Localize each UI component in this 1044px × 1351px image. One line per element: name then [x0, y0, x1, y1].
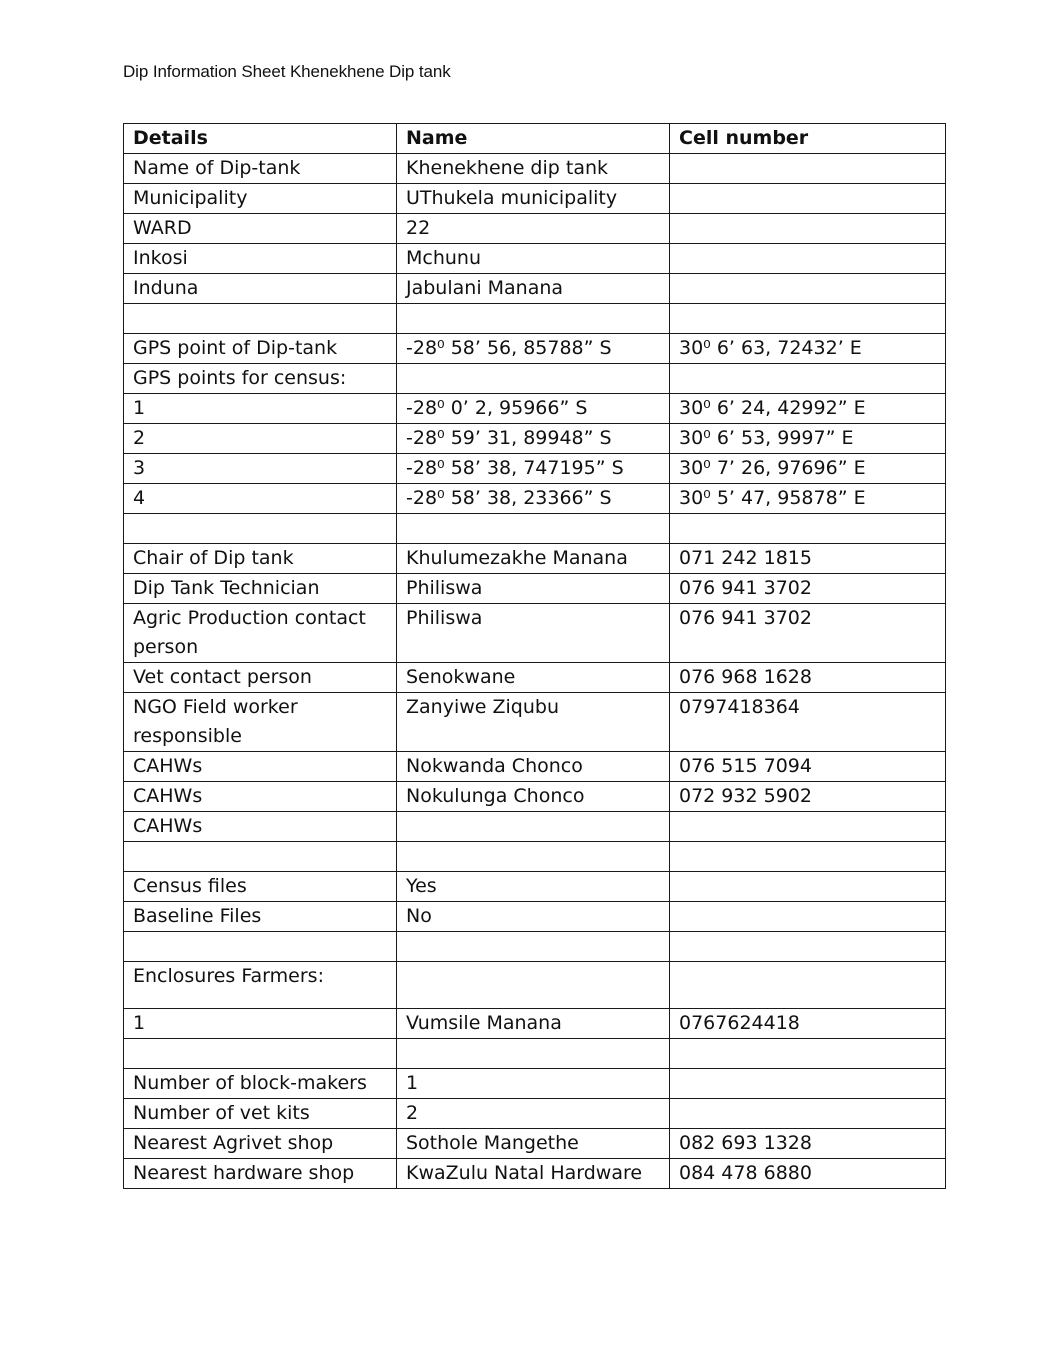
- cell-number-cell: [670, 872, 946, 902]
- name-cell: [397, 304, 670, 334]
- cell-number-cell: 072 932 5902: [670, 782, 946, 812]
- cell-number-cell: 30⁰ 6’ 63, 72432’ E: [670, 334, 946, 364]
- table-row: [124, 244, 946, 274]
- table-row: [124, 544, 946, 574]
- table-row: [124, 574, 946, 604]
- name-cell: 1: [397, 1069, 670, 1099]
- detail-cell: Number of block-makers: [124, 1069, 397, 1099]
- cell-number-cell: 076 941 3702: [670, 604, 946, 663]
- table-row: [124, 872, 946, 902]
- cell-number-cell: 076 968 1628: [670, 663, 946, 693]
- detail-cell: 2: [124, 424, 397, 454]
- name-cell: Yes: [397, 872, 670, 902]
- table-row: [124, 604, 946, 663]
- table-row: [124, 693, 946, 752]
- dip-information-table: [123, 123, 946, 1189]
- table-row: [124, 364, 946, 394]
- detail-cell: [124, 842, 397, 872]
- table-row: [124, 214, 946, 244]
- table-row-spacer: [124, 1039, 946, 1069]
- detail-cell: Dip Tank Technician: [124, 574, 397, 604]
- cell-number-cell: [670, 184, 946, 214]
- name-cell: -28⁰ 59’ 31, 89948” S: [397, 424, 670, 454]
- table-row: [124, 1009, 946, 1039]
- table-row: [124, 902, 946, 932]
- name-cell: [397, 1039, 670, 1069]
- detail-cell: [124, 514, 397, 544]
- name-cell: [397, 514, 670, 544]
- table-header-row: [124, 124, 946, 154]
- cell-number-cell: 084 478 6880: [670, 1159, 946, 1189]
- cell-number-cell: 071 242 1815: [670, 544, 946, 574]
- header-details: Details: [124, 124, 397, 154]
- table-row: [124, 962, 946, 1009]
- table-row: [124, 1129, 946, 1159]
- cell-number-cell: 0797418364: [670, 693, 946, 752]
- table-row-spacer: [124, 932, 946, 962]
- name-cell: 2: [397, 1099, 670, 1129]
- detail-cell: Nearest Agrivet shop: [124, 1129, 397, 1159]
- cell-number-cell: [670, 842, 946, 872]
- table-row: [124, 663, 946, 693]
- cell-number-cell: [670, 154, 946, 184]
- detail-cell: [124, 1039, 397, 1069]
- detail-cell: Enclosures Farmers:: [124, 962, 397, 1009]
- detail-cell: Nearest hardware shop: [124, 1159, 397, 1189]
- detail-cell: Agric Production contact person: [124, 604, 397, 663]
- table-row: [124, 1099, 946, 1129]
- name-cell: [397, 932, 670, 962]
- detail-cell: Municipality: [124, 184, 397, 214]
- detail-cell: Inkosi: [124, 244, 397, 274]
- cell-number-cell: [670, 1039, 946, 1069]
- name-cell: KwaZulu Natal Hardware: [397, 1159, 670, 1189]
- detail-cell: Name of Dip-tank: [124, 154, 397, 184]
- name-cell: Vumsile Manana: [397, 1009, 670, 1039]
- cell-number-cell: [670, 514, 946, 544]
- table-row: [124, 1069, 946, 1099]
- detail-cell: 3: [124, 454, 397, 484]
- detail-cell: CAHWs: [124, 752, 397, 782]
- cell-number-cell: [670, 962, 946, 1009]
- cell-number-cell: [670, 812, 946, 842]
- detail-cell: CAHWs: [124, 812, 397, 842]
- cell-number-cell: [670, 274, 946, 304]
- cell-number-cell: 082 693 1328: [670, 1129, 946, 1159]
- detail-cell: Number of vet kits: [124, 1099, 397, 1129]
- name-cell: -28⁰ 58’ 38, 23366” S: [397, 484, 670, 514]
- detail-cell: 4: [124, 484, 397, 514]
- detail-cell: CAHWs: [124, 782, 397, 812]
- name-cell: [397, 812, 670, 842]
- name-cell: Khulumezakhe Manana: [397, 544, 670, 574]
- name-cell: 22: [397, 214, 670, 244]
- cell-number-cell: 30⁰ 7’ 26, 97696” E: [670, 454, 946, 484]
- table-row: [124, 424, 946, 454]
- name-cell: Philiswa: [397, 574, 670, 604]
- name-cell: -28⁰ 0’ 2, 95966” S: [397, 394, 670, 424]
- table-row-spacer: [124, 304, 946, 334]
- detail-cell: Census files: [124, 872, 397, 902]
- table-row: [124, 812, 946, 842]
- name-cell: Sothole Mangethe: [397, 1129, 670, 1159]
- name-cell: [397, 962, 670, 1009]
- table-row-spacer: [124, 514, 946, 544]
- table-row: [124, 154, 946, 184]
- table-row: [124, 782, 946, 812]
- page-title: Dip Information Sheet Khenekhene Dip tank: [123, 62, 451, 81]
- cell-number-cell: [670, 902, 946, 932]
- name-cell: [397, 364, 670, 394]
- name-cell: Khenekhene dip tank: [397, 154, 670, 184]
- cell-number-cell: [670, 364, 946, 394]
- cell-number-cell: [670, 214, 946, 244]
- cell-number-cell: 30⁰ 6’ 53, 9997” E: [670, 424, 946, 454]
- header-cell-number: Cell number: [670, 124, 946, 154]
- detail-cell: GPS point of Dip-tank: [124, 334, 397, 364]
- detail-cell: GPS points for census:: [124, 364, 397, 394]
- cell-number-cell: [670, 1099, 946, 1129]
- detail-cell: 1: [124, 394, 397, 424]
- name-cell: -28⁰ 58’ 38, 747195” S: [397, 454, 670, 484]
- name-cell: Philiswa: [397, 604, 670, 663]
- table-row: [124, 1159, 946, 1189]
- detail-cell: Chair of Dip tank: [124, 544, 397, 574]
- name-cell: Senokwane: [397, 663, 670, 693]
- name-cell: Jabulani Manana: [397, 274, 670, 304]
- detail-cell: 1: [124, 1009, 397, 1039]
- table-row: [124, 334, 946, 364]
- detail-cell: Baseline Files: [124, 902, 397, 932]
- name-cell: Mchunu: [397, 244, 670, 274]
- table-row: [124, 454, 946, 484]
- cell-number-cell: 30⁰ 6’ 24, 42992” E: [670, 394, 946, 424]
- table-row: [124, 484, 946, 514]
- name-cell: -28⁰ 58’ 56, 85788” S: [397, 334, 670, 364]
- cell-number-cell: 076 941 3702: [670, 574, 946, 604]
- table-row-spacer: [124, 842, 946, 872]
- cell-number-cell: 0767624418: [670, 1009, 946, 1039]
- detail-cell: WARD: [124, 214, 397, 244]
- table-row: [124, 184, 946, 214]
- table-row: [124, 394, 946, 424]
- name-cell: [397, 842, 670, 872]
- cell-number-cell: [670, 244, 946, 274]
- cell-number-cell: 076 515 7094: [670, 752, 946, 782]
- header-name: Name: [397, 124, 670, 154]
- detail-cell: [124, 932, 397, 962]
- cell-number-cell: [670, 304, 946, 334]
- table-row: [124, 274, 946, 304]
- detail-cell: NGO Field worker responsible: [124, 693, 397, 752]
- cell-number-cell: 30⁰ 5’ 47, 95878” E: [670, 484, 946, 514]
- table-row: [124, 752, 946, 782]
- name-cell: No: [397, 902, 670, 932]
- cell-number-cell: [670, 932, 946, 962]
- detail-cell: Vet contact person: [124, 663, 397, 693]
- name-cell: Nokwanda Chonco: [397, 752, 670, 782]
- detail-cell: Induna: [124, 274, 397, 304]
- name-cell: Nokulunga Chonco: [397, 782, 670, 812]
- name-cell: Zanyiwe Ziqubu: [397, 693, 670, 752]
- detail-cell: [124, 304, 397, 334]
- cell-number-cell: [670, 1069, 946, 1099]
- name-cell: UThukela municipality: [397, 184, 670, 214]
